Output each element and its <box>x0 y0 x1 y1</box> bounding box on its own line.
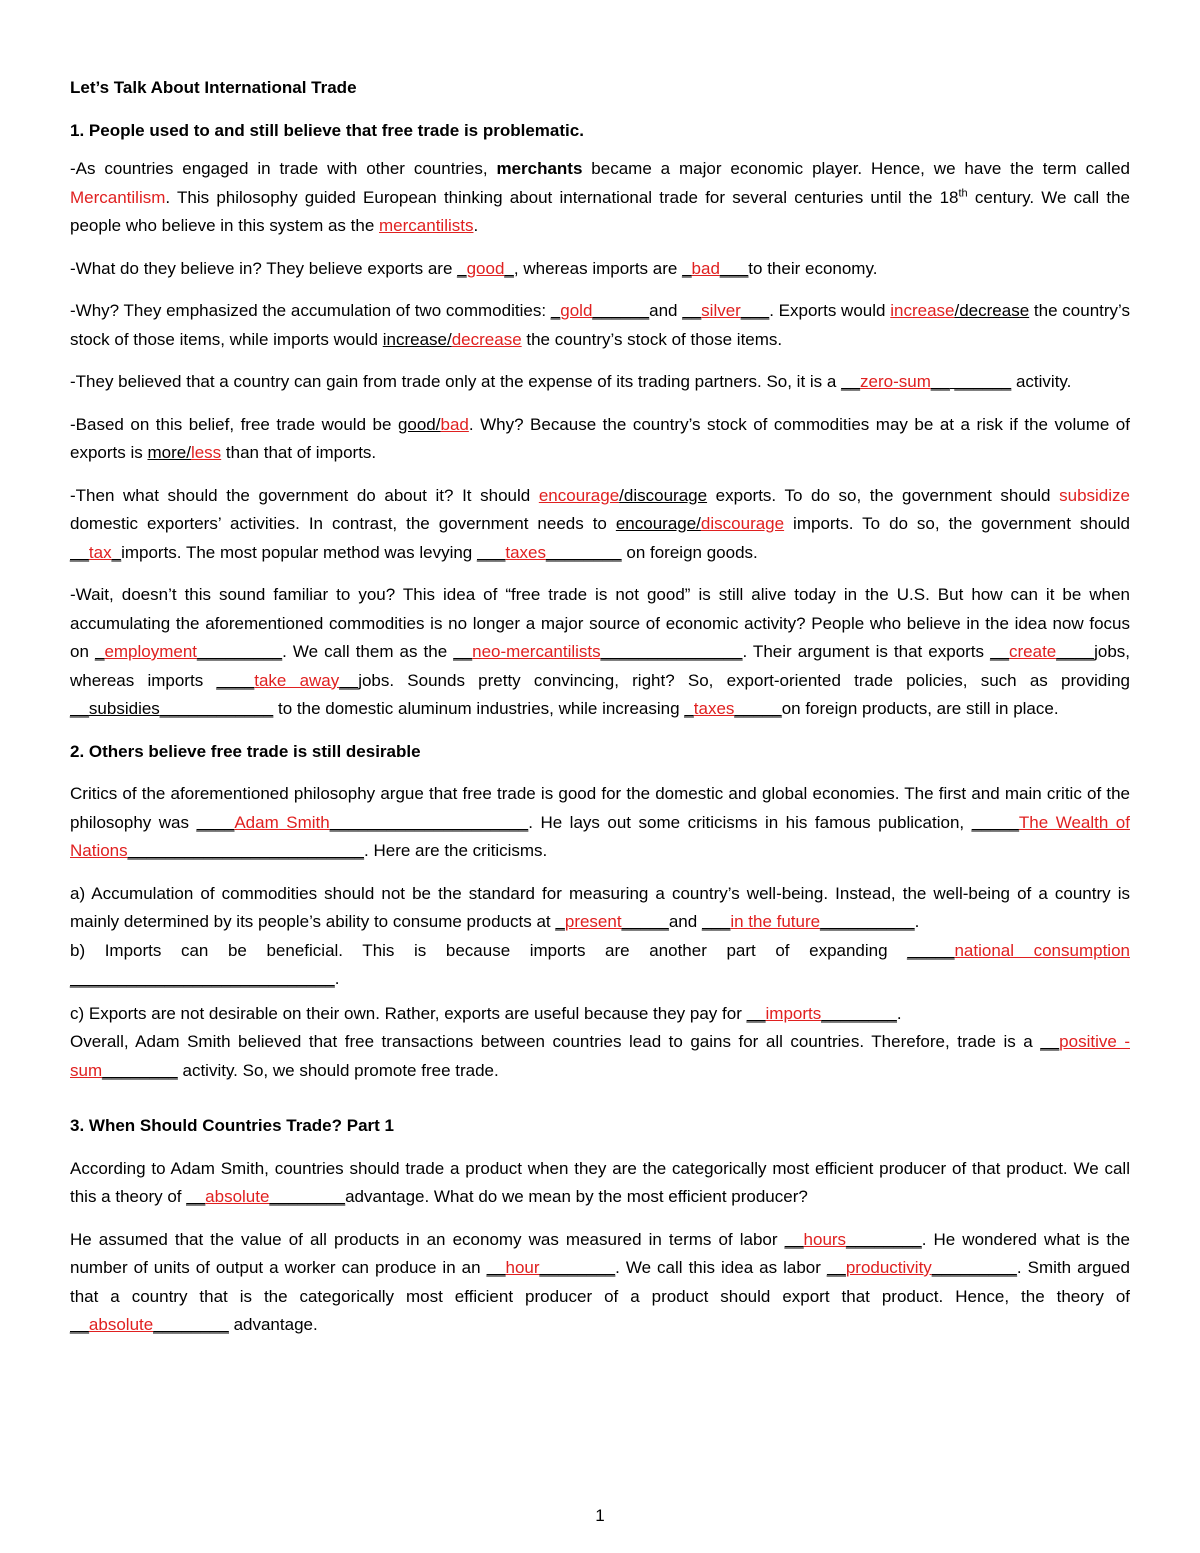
s2-paragraph-critics: Critics of the aforementioned philosophy argue that free trade is good for the domestic and global economies. The first and main critic of the philosophy was ____Adam Smith_____________________. He lays out some criticisms in his famous publication, _____The Wealth of Nations_________________________. Here are the criticisms. <box>70 784 1130 860</box>
section-1-heading: 1. People used to and still believe that free trade is problematic. <box>70 120 584 140</box>
s2-paragraph-overall: Overall, Adam Smith believed that free transactions between countries lead to gains for all countries. Therefore, trade is a __positive - sum________ activity. So, we should promote free trade. <box>70 1032 1130 1080</box>
section-3-heading: 3. When Should Countries Trade? Part 1 <box>70 1116 394 1135</box>
s2-criticism-c: c) Exports are not desirable on their own. Rather, exports are useful because they pay for __imports________. <box>70 1003 902 1023</box>
s1-paragraph-zero-sum: -They believed that a country can gain from trade only at the expense of its trading partners. So, it is a __zero-sum__ ______ activity. <box>70 372 1072 391</box>
s2-criticism-b: b) Imports can be beneficial. This is because imports are another part of expanding _____national consumption ____________________________. <box>70 940 1130 988</box>
page-number: 1 <box>595 1506 605 1525</box>
section-2-heading: 2. Others believe free trade is still desirable <box>70 741 421 761</box>
s1-paragraph-government: -Then what should the government do about it? It should encourage/discourage exports. To do so, the government should subsidize domestic exporters’ activities. In contrast, the government needs to encourage/discourage imports. To do so, the government should __tax_imports. The most popular method was levying ___taxes________ on foreign goods. <box>70 485 1130 562</box>
s1-paragraph-mercantilism: -As countries engaged in trade with other countries, merchants became a major economic player. Hence, we have the term called Mercantilism. This philosophy guided European thinking about international trade for several centuries until the 18th century. We call the people who believe in this system as the mercantilists. <box>70 159 1130 235</box>
s2-criticism-a: a) Accumulation of commodities should not be the standard for measuring a country’s well-being. Instead, the well-being of a country is mainly determined by its people’s ability to consume products at _present_____and ___in the future__________. <box>70 883 1130 931</box>
document-title: Let’s Talk About International Trade <box>70 78 357 97</box>
s3-paragraph-labor: He assumed that the value of all products in an economy was measured in terms of labor __hours________. He wondered what is the number of units of output a worker can produce in an __hour________. We call this idea as labor __productivity_________. Smith argued that a country that is the categorically most efficient producer of a product should export that product. Hence, the theory of __absolute________ advantage. <box>70 1229 1131 1334</box>
s1-paragraph-neo-mercantilism: -Wait, doesn’t this sound familiar to you? This idea of “free trade is not good” is still alive today in the U.S. But how can it be when accumulating the aforementioned commodities is no longer a major source of economic activity? People who believe in the idea now focus on _employment_________. We call them as the __neo-mercantilists_______________. Their argument is that exports __create____jobs, whereas imports ____take away__jobs. Sounds pretty convincing, right? So, export-oriented trade policies, such as providing __subsidies____________ to the domestic aluminum industries, while increasing _taxes_____on foreign products, are still in place. <box>70 585 1131 718</box>
document-page <box>70 74 1130 1340</box>
s3-paragraph-absolute-advantage: According to Adam Smith, countries should trade a product when they are the categorically most efficient producer of that product. We call this a theory of __absolute________advantage. What do we mean by the most efficient producer? <box>70 1158 1130 1206</box>
s1-paragraph-beliefs: -What do they believe in? They believe exports are _good_, whereas imports are _bad___to their economy. <box>70 258 878 278</box>
s1-paragraph-free-trade: -Based on this belief, free trade would be good/bad. Why? Because the country’s stock of commodities may be at a risk if the volume of exports is more/less than that of imports. <box>70 414 1130 462</box>
s1-paragraph-why: -Why? They emphasized the accumulation of two commodities: _gold______and __silver___. Exports would increase/decrease the country’s stock of those items, while imports would increase/decrease the country’s stock of those items. <box>70 301 1131 349</box>
